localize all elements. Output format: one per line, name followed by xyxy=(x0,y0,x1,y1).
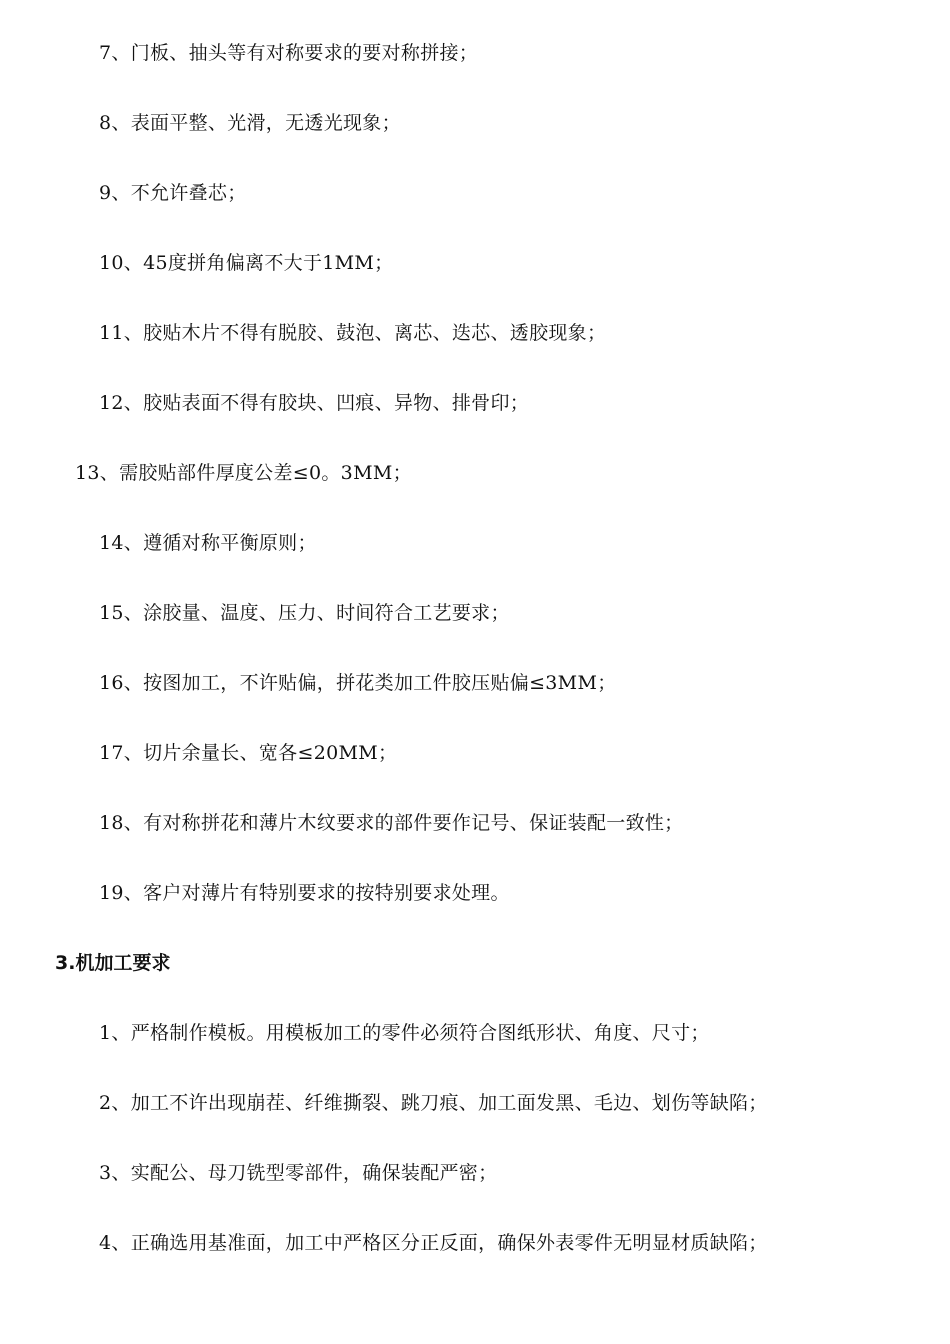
list-item-18: 18、有对称拼花和薄片木纹要求的部件要作记号、保证装配一致性； xyxy=(99,812,684,834)
list-item-14: 14、遵循对称平衡原则； xyxy=(99,532,317,554)
list-item-10: 10、45度拼角偏离不大于1MM； xyxy=(99,252,394,274)
list-item-19: 19、客户对薄片有特别要求的按特别要求处理。 xyxy=(99,882,510,904)
machining-item-2: 2、加工不许出现崩茬、纤维撕裂、跳刀痕、加工面发黑、毛边、划伤等缺陷； xyxy=(99,1092,768,1114)
list-item-11: 11、胶贴木片不得有脱胶、鼓泡、离芯、迭芯、透胶现象； xyxy=(99,322,607,344)
list-item-16: 16、按图加工，不许贴偏，拼花类加工件胶压贴偏≤3MM； xyxy=(99,672,617,694)
list-item-9: 9、不允许叠芯； xyxy=(99,182,247,204)
machining-item-4: 4、正确选用基准面，加工中严格区分正反面，确保外表零件无明显材质缺陷； xyxy=(99,1232,768,1254)
list-item-17: 17、切片余量长、宽各≤20MM； xyxy=(99,742,398,764)
section-heading: 3.机加工要求 xyxy=(55,952,171,974)
list-item-8: 8、表面平整、光滑，无透光现象； xyxy=(99,112,401,134)
list-item-15: 15、涂胶量、温度、压力、时间符合工艺要求； xyxy=(99,602,510,624)
list-item-13: 13、需胶贴部件厚度公差≤0。3MM； xyxy=(75,462,412,484)
list-item-7: 7、门板、抽头等有对称要求的要对称拼接； xyxy=(99,42,479,64)
machining-item-3: 3、实配公、母刀铣型零部件，确保装配严密； xyxy=(99,1162,498,1184)
list-item-12: 12、胶贴表面不得有胶块、凹痕、异物、排骨印； xyxy=(99,392,530,414)
machining-item-1: 1、严格制作模板。用模板加工的零件必须符合图纸形状、角度、尺寸； xyxy=(99,1022,710,1044)
